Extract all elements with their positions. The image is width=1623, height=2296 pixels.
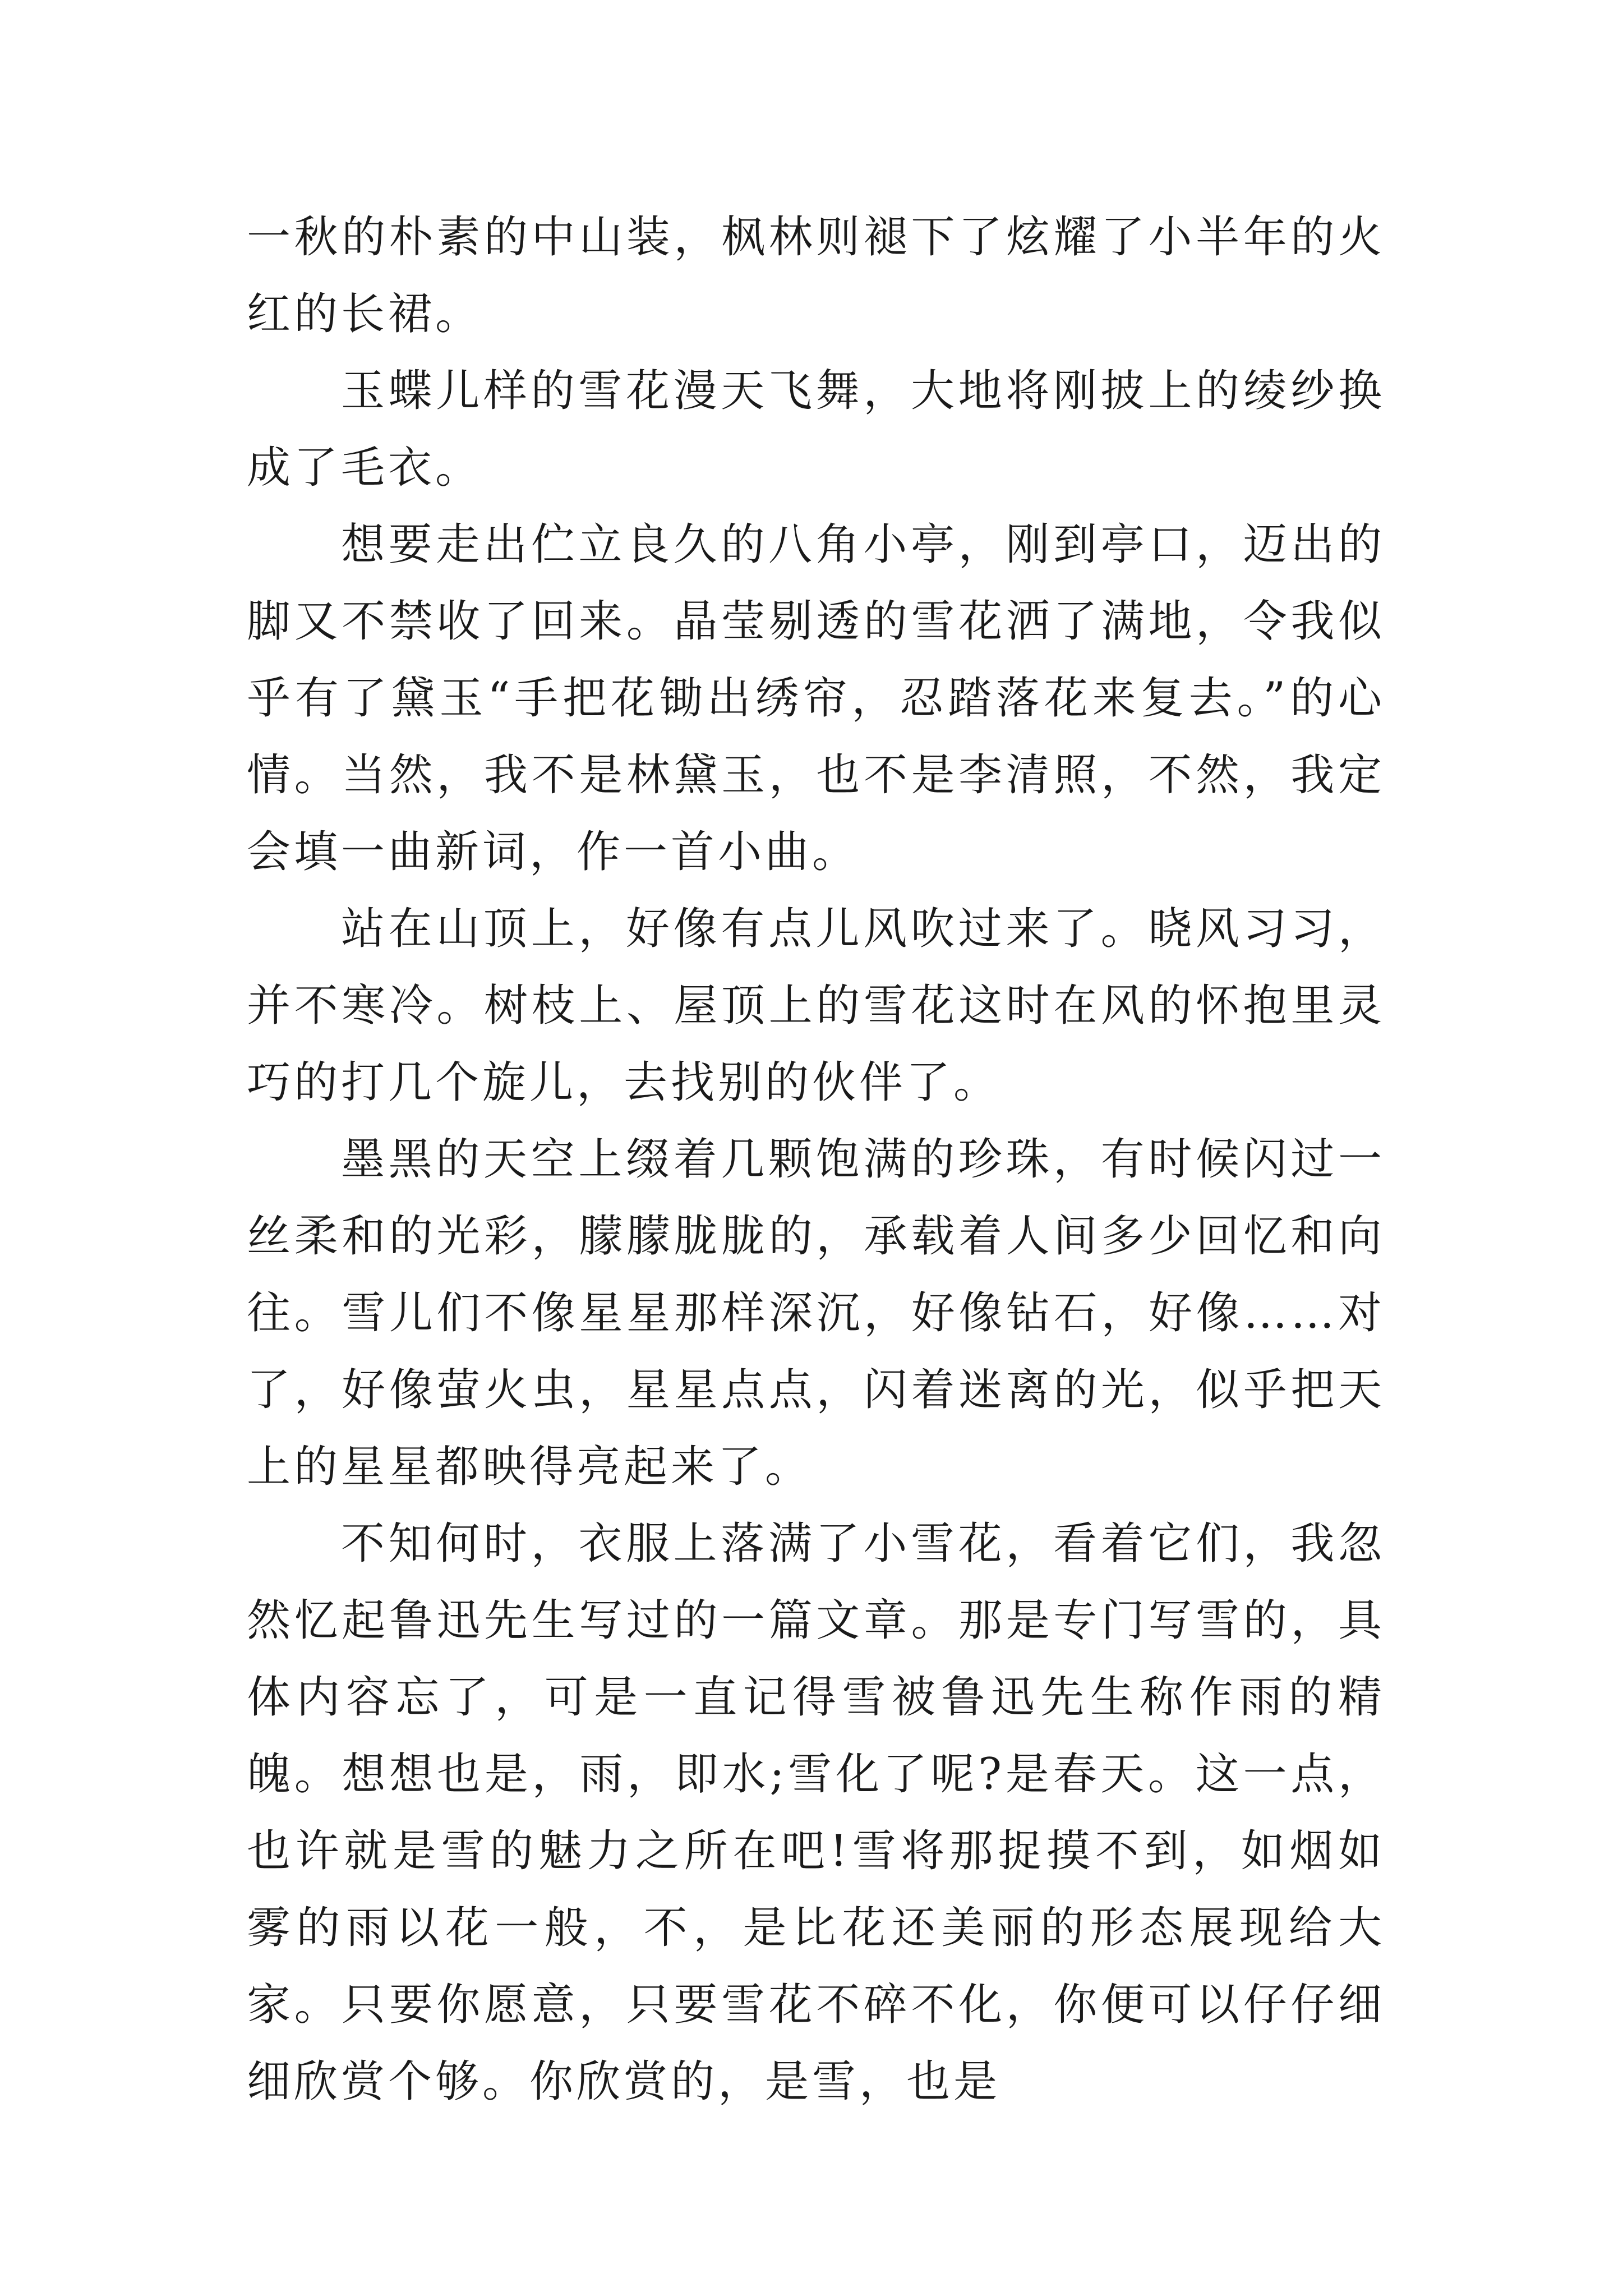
paragraph-1: 一秋的朴素的中山装，枫林则褪下了炫耀了小半年的火红的长裙。	[247, 212, 1385, 339]
paragraph-3: 想要走出伫立良久的八角小亭，刚到亭口，迈出的脚又不禁收了回来。晶莹剔透的雪花洒了满地，令我似乎有了黛玉“手把花锄出绣帘，忍踏落花来复去。”的心情。当然，我不是林黛玉，也不是李清照，不然，我定会填一曲新词，作一首小曲。	[247, 519, 1385, 877]
document-body	[247, 199, 1385, 2120]
paragraph-5: 墨黑的天空上缀着几颗饱满的珍珠，有时候闪过一丝柔和的光彩，朦朦胧胧的，承载着人间多少回忆和向往。雪儿们不像星星那样深沉，好像钻石，好像……对了，好像萤火虫，星星点点，闪着迷离的光，似乎把天上的星星都映得亮起来了。	[247, 1134, 1385, 1492]
paragraph-4: 站在山顶上，好像有点儿风吹过来了。晓风习习，并不寒冷。树枝上、屋顶上的雪花这时在风的怀抱里灵巧的打几个旋儿，去找别的伙伴了。	[247, 904, 1385, 1108]
paragraph-6: 不知何时，衣服上落满了小雪花，看着它们，我忽然忆起鲁迅先生写过的一篇文章。那是专门写雪的，具体内容忘了，可是一直记得雪被鲁迅先生称作雨的精魄。想想也是，雨，即水;雪化了呢?是春天。这一点，也许就是雪的魅力之所在吧!雪将那捉摸不到，如烟如雾的雨以花一般，不，是比花还美丽的形态展现给大家。只要你愿意，只要雪花不碎不化，你便可以仔仔细细欣赏个够。你欣赏的，是雪，也是	[247, 1519, 1385, 2107]
paragraph-2: 玉蝶儿样的雪花漫天飞舞，大地将刚披上的绫纱换成了毛衣。	[247, 366, 1385, 493]
